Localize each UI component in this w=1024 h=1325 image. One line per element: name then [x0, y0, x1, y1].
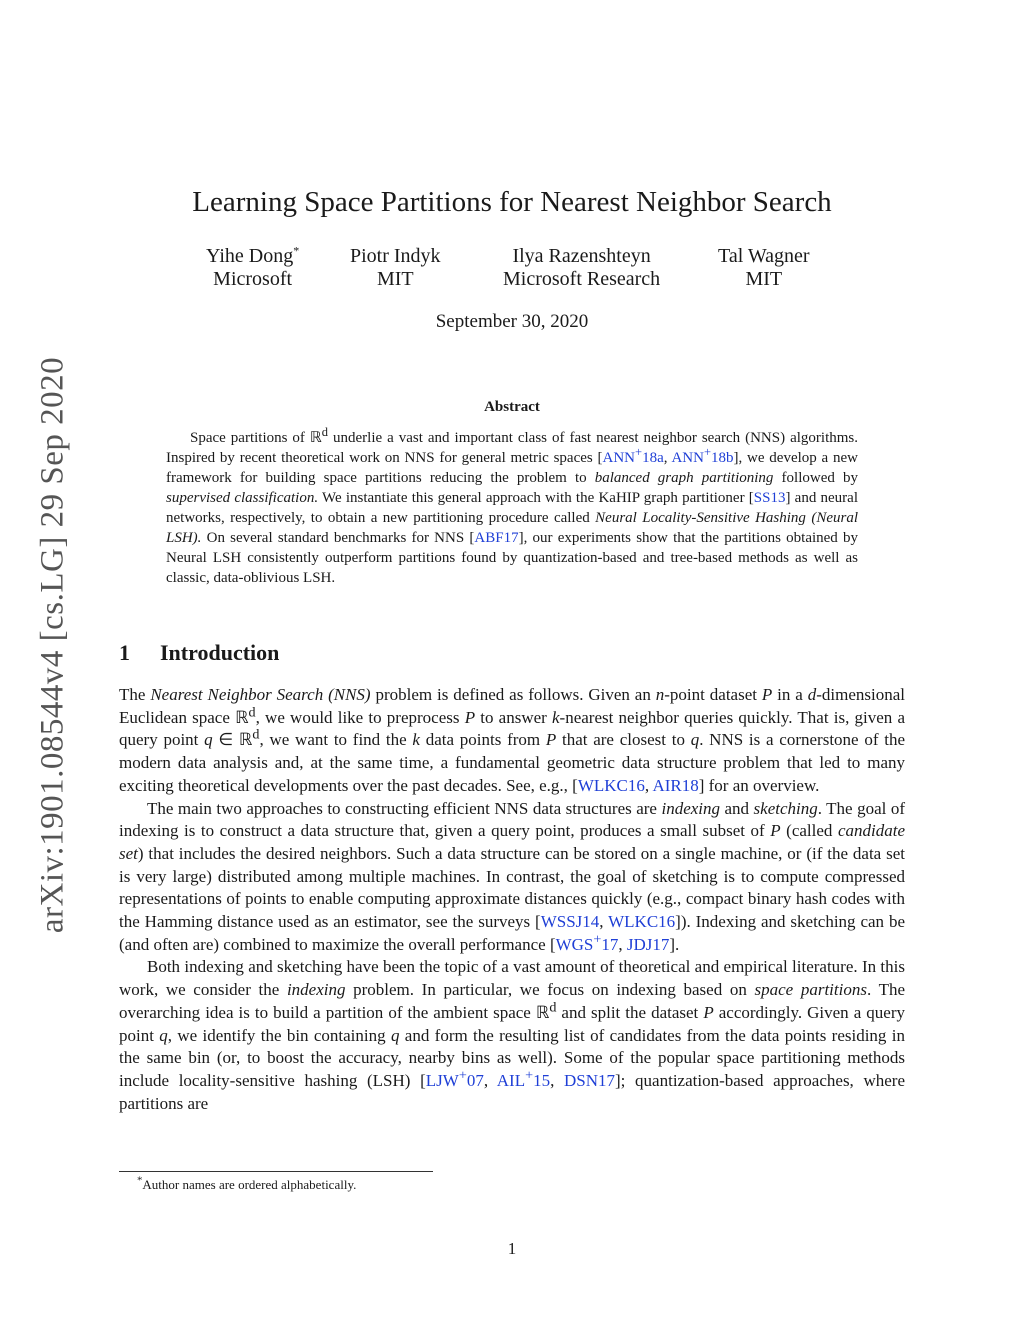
citation-link[interactable]: ABF17 [474, 530, 519, 546]
abstract-body [166, 425, 858, 588]
citation-link[interactable]: AIR18 [652, 775, 699, 795]
author-affiliation: Microsoft [213, 268, 293, 290]
footnote-divider [119, 1171, 433, 1172]
citation-link[interactable]: WLKC16 [608, 912, 676, 932]
author-name: Piotr Indyk [350, 245, 441, 267]
arxiv-identifier: arXiv:1901.08544v4 [cs.LG] 29 Sep 2020 [34, 356, 71, 934]
page-number: 1 [507, 1239, 517, 1258]
abstract-paragraph: Space partitions of ℝ$^d$ underlie a vast and important class of fast nearest neighbor search (NNS) algorithms. Inspired by recent theoretical work on NNS for general metric spaces [ANN+18a, ANN+18b], we develop a new framework for building space partitions reducing the problem to balanced graph partitioning followed by supervised classification. We instantiate this general approach with the KaHIP graph partitioner [SS13] and neural networks, respectively, to obtain a new partitioning procedure called Neural Locality-Sensitive Hashing (Neural LSH). On several standard benchmarks for NNS [ABF17], our experiments show that the partitions obtained by Neural LSH consistently outperform partitions found by quantization-based and tree-based methods as well as classic, data-oblivious LSH. [166, 425, 858, 586]
citation-link[interactable]: WLKC16 [577, 775, 645, 795]
author-block [718, 245, 810, 291]
author-block [503, 245, 660, 291]
arxiv-sidebar [18, 340, 88, 950]
author-affiliation: MIT [376, 268, 414, 290]
author-block [206, 245, 299, 291]
abstract-heading: Abstract [484, 399, 540, 415]
introduction-body [119, 684, 905, 1115]
footnote-text: Author names are ordered alphabetically. [142, 1177, 357, 1192]
section-title: Introduction [160, 640, 280, 665]
author-footnote-mark: * [293, 243, 300, 258]
author-block [350, 245, 441, 291]
citation-link[interactable]: ANN+18b [671, 445, 734, 466]
author-name: Yihe Dong [206, 245, 294, 267]
section-number: 1 [119, 640, 130, 665]
body-paragraph: Both indexing and sketching have been the topic of a vast amount of theoretical and empirical literature. In this work, we consider the indexing problem. In particular, we focus on indexing based on space partitions. The overarching idea is to build a partition of the ambient space ℝ$^d$ and split the dataset P accordingly. Given a query point q, we identify the bin containing q and form the resulting list of candidates from the data points residing in the same bin (or, to boost the accuracy, nearby bins as well). Some of the popular space partitioning methods include locality-sensitive hashing (LSH) [LJW+07, AIL+15, DSN17]; quantization-based approaches, where partitions are [119, 957, 905, 1113]
paper-title: Learning Space Partitions for Nearest Neighbor Search [192, 186, 832, 218]
citation-link[interactable]: LJW+07 [425, 1067, 484, 1090]
citation-link[interactable]: AIL+15 [496, 1067, 551, 1090]
author-affiliation: MIT [745, 268, 783, 290]
citation-link[interactable]: WGS+17 [555, 931, 619, 954]
body-paragraph: The Nearest Neighbor Search (NNS) problem is defined as follows. Given an n-point dataset P in a d-dimensional Euclidean space ℝ$^d$, we would like to preprocess P to answer k-nearest neighbor queries quickly. That is, given a query point q ∈ ℝ$^d$, we want to find the k data points from P that are closest to q. NNS is a cornerstone of the modern data analysis and, at the same time, a fundamental geometric data structure problem that led to many exciting theoretical developments over the past decades. See, e.g., [WLKC16, AIR18] for an overview. [119, 685, 905, 795]
footnote [137, 1174, 357, 1193]
author-name: Tal Wagner [718, 245, 810, 267]
footnote-mark: * [137, 1174, 143, 1187]
section-heading [119, 640, 279, 666]
citation-link[interactable]: DSN17 [564, 1070, 616, 1090]
paper-date: September 30, 2020 [435, 311, 589, 332]
author-affiliation: Microsoft Research [503, 268, 661, 290]
citation-link[interactable]: ANN+18a [602, 445, 664, 466]
citation-link[interactable]: JDJ17 [626, 934, 670, 954]
citation-link[interactable]: SS13 [753, 490, 786, 506]
body-paragraph: The main two approaches to constructing efficient NNS data structures are indexing and sketching. The goal of indexing is to construct a data structure that, given a query point, produces a small subset of P (called candidate set) that includes the desired neighbors. Such a data structure can be stored on a single machine, or (if the data set is very large) distributed among multiple machines. In contrast, the goal of sketching is to compute compressed representations of points to enable computing approximate distances quickly (e.g., compact binary hash codes with the Hamming distance used as an estimator, see the surveys [WSSJ14, WLKC16]). Indexing and sketching can be (and often are) combined to maximize the overall performance [WGS+17, JDJ17]. [119, 798, 905, 954]
author-name: Ilya Razenshteyn [512, 245, 651, 267]
citation-link[interactable]: WSSJ14 [540, 912, 600, 932]
